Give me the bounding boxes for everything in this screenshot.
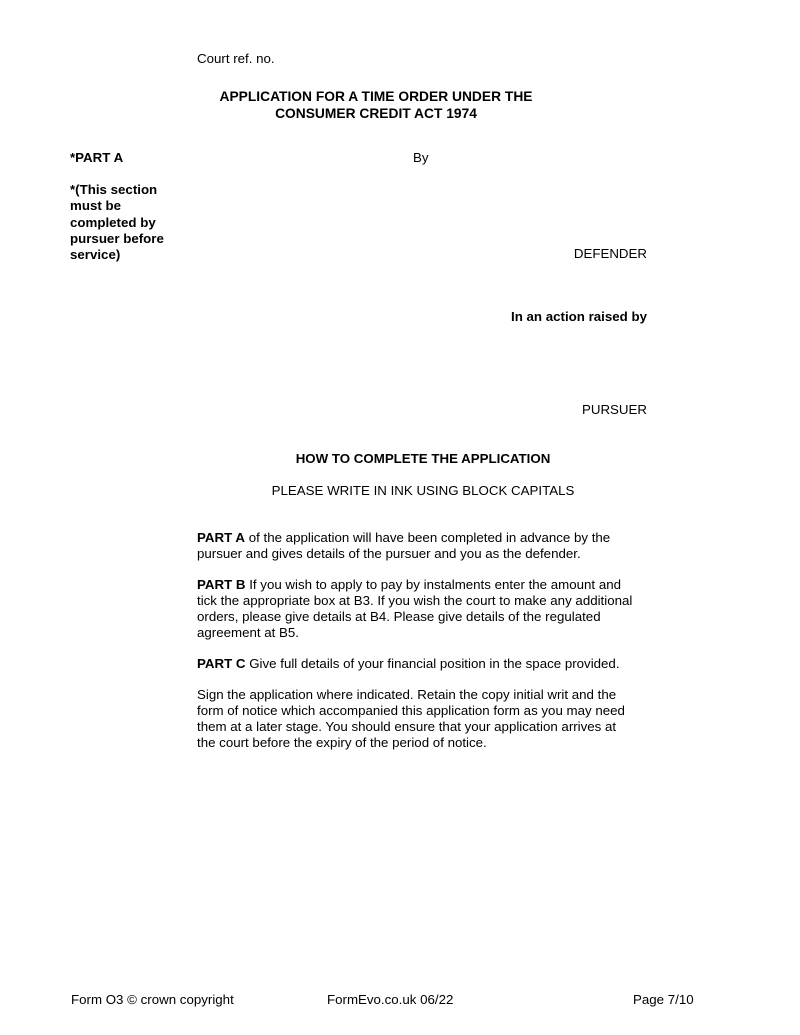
instruction-part-c	[197, 656, 667, 672]
margin-note-line: pursuer before	[70, 230, 164, 246]
form-title-line2: CONSUMER CREDIT ACT 1974	[275, 106, 477, 121]
margin-note-line: completed by	[70, 214, 156, 230]
part-a-margin-note	[70, 182, 164, 263]
part-c-prefix: PART C	[197, 656, 246, 671]
text-line: tick the appropriate box at B3. If you wish the court to make any additional	[197, 593, 633, 608]
by-label: By	[413, 150, 429, 165]
text-line: them at a later stage. You should ensure that your application arrives at	[197, 719, 617, 734]
part-a-label: *PART A	[70, 150, 124, 165]
instruction-part-a	[197, 530, 667, 562]
part-a-prefix: PART A	[197, 530, 246, 545]
court-ref-label: Court ref. no.	[197, 51, 275, 66]
margin-note-line: must be	[70, 198, 121, 214]
text-line: Sign the application where indicated. Retain the copy initial writ and the	[197, 687, 617, 702]
instruction-sign	[197, 687, 667, 751]
margin-note-line: *(This section	[70, 182, 158, 197]
text-line: form of notice which accompanied this application form as you may need	[197, 703, 625, 718]
part-b-prefix: PART B	[197, 577, 246, 592]
footer-form-copyright: Form O3 © crown copyright	[71, 992, 234, 1007]
margin-note-line: service)	[70, 247, 121, 263]
form-title-line1: APPLICATION FOR A TIME ORDER UNDER THE	[219, 89, 533, 104]
text-line: pursuer and gives details of the pursuer and you as the defender.	[197, 546, 581, 561]
text-line: the court before the expiry of the period of notice.	[197, 735, 487, 750]
text-line: PART C Give full details of your financial position in the space provided.	[197, 656, 620, 671]
text-line: agreement at B5.	[197, 625, 300, 640]
footer-formevo-version: FormEvo.co.uk 06/22	[327, 992, 454, 1007]
pursuer-label: PURSUER	[581, 402, 647, 417]
action-raised-by-label: In an action raised by	[511, 309, 647, 324]
defender-label: DEFENDER	[573, 246, 647, 261]
write-in-ink-subheading: PLEASE WRITE IN INK USING BLOCK CAPITALS	[271, 483, 575, 498]
text-line: PART B If you wish to apply to pay by instalments enter the amount and	[197, 577, 622, 592]
footer-page-number: Page 7/10	[633, 992, 694, 1007]
form-title	[197, 88, 555, 122]
text-line: orders, please give details at B4. Please give details of the regulated	[197, 609, 601, 624]
how-to-complete-heading: HOW TO COMPLETE THE APPLICATION	[295, 451, 551, 466]
text-line: PART A of the application will have been completed in advance by the	[197, 530, 611, 545]
instruction-part-b	[197, 577, 667, 641]
